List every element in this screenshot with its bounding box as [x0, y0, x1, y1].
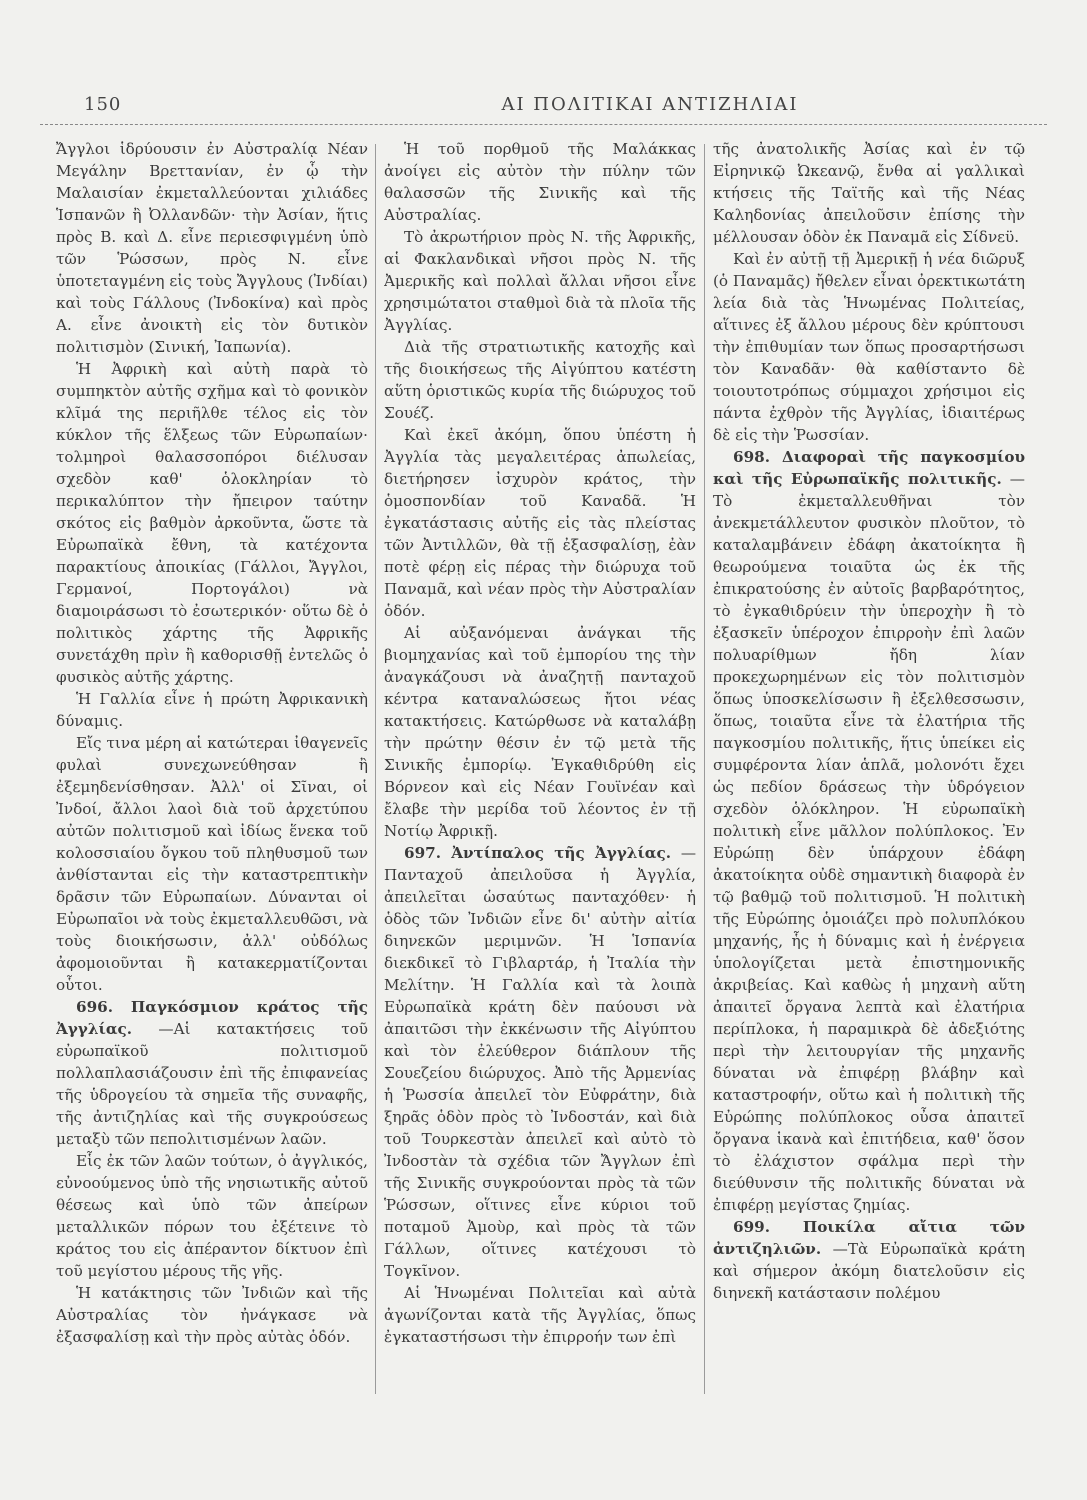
section-698 [713, 446, 1025, 1216]
paragraph: Ἡ κατάκτησις τῶν Ἰνδιῶν καὶ τῆς Αὐστραλίας τὸν ἠνάγκασε νὰ ἐξασφαλίσῃ καὶ τὴν πρὸς αὐτὰς ὁδόν. [56, 1284, 368, 1346]
running-title: ΑΙ ΠΟΛΙΤΙΚΑΙ ΑΝΤΙΖΗΛΙΑΙ [501, 94, 799, 115]
section-heading: 697. Ἀντίπαλος τῆς Ἀγγλίας. [404, 844, 672, 862]
paragraph: Εἴς τινα μέρη αἱ κατώτεραι ἰθαγενεῖς φυλαὶ συνεχωνεύθησαν ἢ ἐξεμηδενίσθησαν. Ἀλλ' οἱ Σῖναι, οἱ Ἰνδοί, ἄλλοι λαοὶ διὰ τοῦ ἀρχετύπου αὐτῶν πολιτισμοῦ καὶ ἰδίως ἕνεκα τοῦ κολοσσιαίου ὄγκου τοῦ πληθυσμοῦ των ἀνθίστανται εἰς τὴν καταστρεπτικὴν δρᾶσιν τῶν Εὐρωπαίων. Δύνανται οἱ Εὐρωπαῖοι νὰ τοὺς ἐκμεταλλευθῶσι, νὰ τοὺς διοικήσωσιν, ἀλλ' οὐδόλως ἀφομοιοῦνται ἢ κατακερματίζονται οὗτοι. [56, 734, 368, 994]
text-columns [56, 138, 1054, 1406]
paragraph: Αἱ Ἡνωμέναι Πολιτεῖαι καὶ αὐτὰ ἀγωνίζονται κατὰ τῆς Ἀγγλίας, ὅπως ἐγκαταστήσωσι τὴν ἐπιρροήν των ἐπὶ [384, 1284, 696, 1346]
section-heading: 698. Διαφοραὶ τῆς παγκοσμίου καὶ τῆς Εὐρωπαϊκῆς πολιτικῆς. [713, 448, 1025, 488]
paragraph: Ἡ τοῦ πορθμοῦ τῆς Μαλάκκας ἀνοίγει εἰς αὐτὸν τὴν πύλην τῶν θαλασσῶν τῆς Σινικῆς καὶ τῆς Αὐστραλίας. [384, 140, 696, 224]
paragraph: Εἷς ἐκ τῶν λαῶν τούτων, ὁ ἀγγλικός, εὐνοούμενος ὑπὸ τῆς νησιωτικῆς αὐτοῦ θέσεως καὶ ὑπὸ τῶν ἀπείρων μεταλλικῶν πόρων του ἐξέτεινε τὸ κράτος του εἰς ἀπέραντον δίκτυον ἐπὶ τοῦ μεγίστου μέρους τῆς γῆς. [56, 1152, 368, 1280]
section-696 [56, 996, 368, 1150]
paragraph: Καὶ ἐκεῖ ἀκόμη, ὅπου ὑπέστη ἡ Ἀγγλία τὰς μεγαλειτέρας ἀπωλείας, διετήρησεν ἰσχυρὸν κράτος, τὴν ὁμοσπονδίαν τοῦ Καναδᾶ. Ἡ ἐγκατάστασις αὐτῆς εἰς τὰς πλείστας τῶν Ἀντιλλῶν, θὰ τῇ ἐξασφαλίσῃ, ἐὰν ποτὲ φέρῃ εἰς πέρας τὴν διώρυχα τοῦ Παναμᾶ, καὶ νέαν πρὸς τὴν Αὐστραλίαν ὁδόν. [384, 426, 696, 620]
section-heading: 699. Ποικίλα αἴτια τῶν ἀντιζηλιῶν. [713, 1218, 1025, 1258]
paragraph: Καὶ ἐν αὐτῇ τῇ Ἀμερικῇ ἡ νέα διῶρυξ (ὁ Παναμᾶς) ἤθελεν εἶναι ὀρεκτικωτάτη λεία διὰ τὰς Ἡνωμένας Πολιτείας, αἵτινες ἐξ ἄλλου μέρους δὲν κρύπτουσι τὴν ἐπιθυμίαν των ὅπως προσαρτήσωσι τὸν Καναδᾶν· θὰ καθίσταντο δὲ τοιουτοτρόπως σύμμαχοι χρήσιμοι εἰς πάντα ἐχθρὸν τῆς Ἀγγλίας, ἰδιαιτέρως δὲ εἰς τὴν Ῥωσσίαν. [713, 250, 1025, 444]
section-text: —Τὸ ἐκμεταλλευθῆναι τὸν ἀνεκμετάλλευτον φυσικὸν πλοῦτον, τὸ καταλαμβάνειν ἐδάφη ἀκατοίκητα ἢ θεωρούμενα τοιαῦτα ὡς ἐκ τῆς ἐπικρατούσης ἐν αὐτοῖς βαρβαρότητος, τὸ ἐγκαθιδρύειν τὴν ὑπεροχὴν ἢ τὸ ἐξασκεῖν ὑπέροχον ἐπιρροὴν ἐπὶ λαῶν πολυαρίθμων ἤδη λίαν προκεχωρημένων εἰς τὸν πολιτισμὸν ὅπως ὑποσκελίσωσιν ἢ ἐξελθεσσωσιν, ὅπως, τοιαῦτα εἶνε τὰ ἐλατήρια τῆς παγκοσμίου πολιτικῆς, ἥτις ὑπείκει εἰς συμφέροντα λίαν ἁπλᾶ, μολονότι ἔχει ὡς πεδίον δράσεως τὴν ὑδρόγειον σχεδὸν ὁλόκληρον. Ἡ εὐρωπαϊκὴ πολιτικὴ εἶνε μᾶλλον πολύπλοκος. Ἐν Εὐρώπῃ δὲν ὑπάρχουν ἐδάφη ἀκατοίκητα οὐδὲ σημαντικὴ διαφορὰ ἐν τῷ βαθμῷ τοῦ πολιτισμοῦ. Ἡ πολιτικὴ τῆς Εὐρώπης ὁμοιάζει πρὸ πολυπλόκου μηχανής, ἧς ἡ δύναμις καὶ ἡ ἐνέργεια ὑπολογίζεται μετὰ ἐπιστημονικῆς ἀκριβείας. Καὶ καθὼς ἡ μηχανὴ αὕτη ἀπαιτεῖ ὄργανα λεπτὰ καὶ ἐλατήρια περίπλοκα, ἡ παραμικρὰ δὲ ἀδεξιότης περὶ τὴν λειτουργίαν τῆς μηχανῆς δύναται νὰ ἐπιφέρῃ βλάβην καὶ καταστροφήν, οὕτω καὶ ἡ πολιτικὴ τῆς Εὐρώπης πολύπλοκος οὖσα ἀπαιτεῖ ὄργανα ἱκανὰ καὶ ἐπιτήδεια, καθ' ὅσον τὸ ἐλάχιστον σφάλμα περὶ τὴν διεύθυνσιν τῆς πολιτικῆς δύναται νὰ ἐπιφέρῃ μεγίστας ζημίας. [713, 470, 1025, 1214]
page-number: 150 [84, 94, 122, 115]
column-1 [56, 138, 368, 1400]
section-699 [713, 1216, 1025, 1304]
column-2 [384, 138, 696, 1400]
paragraph: Τὸ ἀκρωτήριον πρὸς Ν. τῆς Ἀφρικῆς, αἱ Φακλανδικαὶ νῆσοι πρὸς Ν. τῆς Ἀμερικῆς καὶ πολλαὶ ἄλλαι νῆσοι εἶνε χρησιμώτατοι σταθμοὶ διὰ τὰ πλοῖα τῆς Ἀγγλίας. [384, 228, 696, 334]
paragraph: Διὰ τῆς στρατιωτικῆς κατοχῆς καὶ τῆς διοικήσεως τῆς Αἰγύπτου κατέστη αὕτη ὁριστικῶς κυρία τῆς διώρυχος τοῦ Σουέζ. [384, 338, 696, 422]
section-text: —Πανταχοῦ ἀπειλοῦσα ἡ Ἀγγλία, ἀπειλεῖται ὡσαύτως πανταχόθεν· ἡ ὁδὸς τῶν Ἰνδιῶν εἶνε δι' αὐτὴν αἰτία διηνεκῶν μεριμνῶν. Ἡ Ἱσπανία διεκδικεῖ τὸ Γιβλαρτάρ, ἡ Ἰταλία τὴν Μελίτην. Ἡ Γαλλία καὶ τὰ λοιπὰ Εὐρωπαϊκὰ κράτη δὲν παύουσι νὰ ἀπαιτῶσι τὴν ἐκκένωσιν τῆς Αἰγύπτου καὶ τὸν ἐλεύθερον διάπλουν τῆς Σουεζείου διώρυχος. Ἀπὸ τῆς Ἀρμενίας ἡ Ῥωσσία ἀπειλεῖ τὸν Εὐφράτην, διὰ ξηρᾶς ὁδὸν πρὸς τὸ Ἰνδοστάν, καὶ διὰ τοῦ Τουρκεστὰν ἀπειλεῖ καὶ αὐτὸ τὸ Ἰνδοστὰν τὰ σχέδια τῶν Ἄγγλων ἐπὶ τῆς Σινικῆς συγκρούονται πρὸς τὰ τῶν Ῥώσσων, οἵτινες εἶνε κύριοι τοῦ ποταμοῦ Ἀμοὺρ, καὶ πρὸς τὰ τῶν Γάλλων, οἵτινες κατέχουσι τὸ Τογκῖνον. [384, 844, 696, 1280]
section-text: —Αἱ κατακτήσεις τοῦ εὐρωπαϊκοῦ πολιτισμοῦ πολλαπλασιάζουσιν ἐπὶ τῆς ἐπιφανείας τῆς ὑδρογείου τὰ σημεῖα τῆς συναφῆς, τῆς ἀντιζηλίας καὶ τῆς συγκρούσεως μεταξὺ τῶν πεπολιτισμένων λαῶν. [56, 1020, 368, 1148]
column-divider [704, 144, 705, 1394]
paragraph: Ἡ Ἀφρικὴ καὶ αὐτὴ παρὰ τὸ συμπηκτὸν αὐτῆς σχῆμα καὶ τὸ φονικὸν κλῖμά της περιῆλθε τέλος εἰς τὸν κύκλον τῆς ἕλξεως τῶν Εὐρωπαίων· τολμηροὶ θαλασσοπόροι διέλυσαν σχεδὸν καθ' ὁλοκληρίαν τὸ περικαλύπτον τὴν ἤπειρον ταύτην σκότος εἰς βαθμὸν ἀρκοῦντα, ὥστε τὰ Εὐρωπαϊκὰ ἔθνη, τὰ κατέχοντα παρακτίους ἀποικίας (Γάλλοι, Ἄγγλοι, Γερμανοί, Πορτογάλοι) νὰ διαμοιράσωσι τὸ ἐσωτερικόν· οὕτω δὲ ὁ πολιτικὸς χάρτης τῆς Ἀφρικῆς συνετάχθη πρὶν ἢ καθορισθῇ ἐντελῶς ὁ φυσικὸς αὐτῆς χάρτης. [56, 360, 368, 686]
paragraph: Αἱ αὐξανόμεναι ἀνάγκαι τῆς βιομηχανίας καὶ τοῦ ἐμπορίου της τὴν ἀναγκάζουσι νὰ ἀναζητῇ πανταχοῦ κέντρα καταναλώσεως ἤτοι νέας κατακτήσεις. Κατώρθωσε νὰ καταλάβῃ τὴν πρώτην θέσιν ἐν τῷ μετὰ τῆς Σινικῆς ἐμπορίῳ. Ἐγκαθιδρύθη εἰς Βόρνεον καὶ εἰς Νέαν Γουϊνέαν καὶ ἔλαβε τὴν μερίδα τοῦ λέοντος ἐν τῇ Νοτίῳ Ἀφρικῇ. [384, 624, 696, 840]
paragraph: Ἡ Γαλλία εἶνε ἡ πρώτη Ἀφρικανικὴ δύναμις. [56, 690, 368, 730]
section-heading: 696. Παγκόσμιον κράτος τῆς Ἀγγλίας. [56, 998, 368, 1038]
section-text: —Τὰ Εὐρωπαϊκὰ κράτη καὶ σήμερον ἀκόμη διατελοῦσιν εἰς διηνεκῆ κατάστασιν πολέμου [713, 1240, 1025, 1302]
column-divider [375, 144, 376, 1394]
paragraph: Ἄγγλοι ἱδρύουσιν ἐν Αὐστραλίᾳ Νέαν Μεγάλην Βρεττανίαν, ἐν ᾧ τὴν Μαλαισίαν ἐκμεταλλεύονται χιλιάδες Ἱσπανῶν ἢ Ὀλλανδῶν· τὴν Ἀσίαν, ἥτις πρὸς Β. καὶ Δ. εἶνε περιεσφιγμένη ὑπὸ τῶν Ῥώσσων, πρὸς Ν. εἶνε ὑποτεταγμένη εἰς τοὺς Ἄγγλους (Ἰνδίαι) καὶ τοὺς Γάλλους (Ἰνδοκίνα) καὶ πρὸς Α. εἶνε ἀνοικτὴ εἰς τὸν δυτικὸν πολιτισμὸν (Σινική, Ἰαπωνία). [56, 140, 368, 356]
paragraph: τῆς ἀνατολικῆς Ἀσίας καὶ ἐν τῷ Εἰρηνικῷ Ὠκεανῷ, ἔνθα αἱ γαλλικαὶ κτήσεις τῆς Ταϊτῆς καὶ τῆς Νέας Καληδονίας ἀπειλοῦσιν ἐπίσης τὴν μέλλουσαν ὁδὸν ἐκ Παναμᾶ εἰς Σίδνεϋ. [713, 140, 1025, 246]
section-697 [384, 842, 696, 1282]
column-3 [713, 138, 1025, 1400]
header-rule [40, 124, 1047, 125]
